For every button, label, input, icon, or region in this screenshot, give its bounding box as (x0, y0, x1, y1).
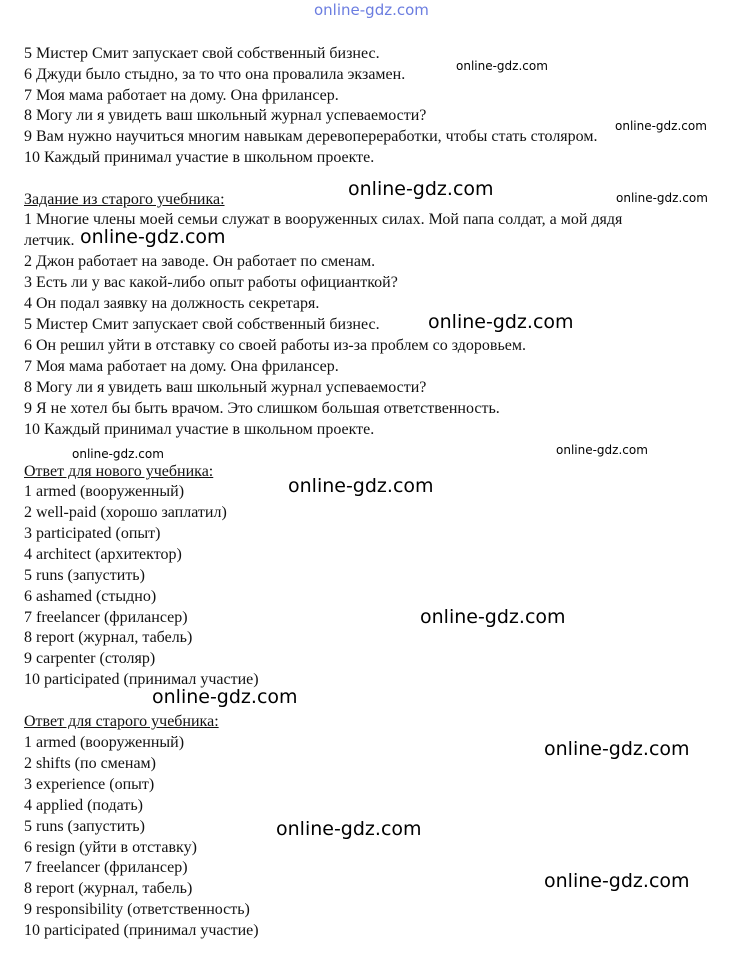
answer-line: 7 freelancer (фрилансер) (24, 859, 188, 876)
answer-line: 6 ashamed (стыдно) (24, 588, 157, 605)
text-line: 1 Многие члены моей семьи служат в вооруженных силах. Мой папа солдат, а мой дядя (24, 211, 623, 228)
watermark: online-gdz.com (348, 178, 494, 200)
answer-line: 8 report (журнал, табель) (24, 629, 193, 646)
text-line: 10 Каждый принимал участие в школьном проекте. (24, 149, 375, 166)
text-line: 7 Моя мама работает на дому. Она фрилансер. (24, 87, 339, 104)
text-line: 2 Джон работает на заводе. Он работает по сменам. (24, 253, 376, 270)
text-line: летчик. (24, 232, 75, 249)
text-line: 6 Он решил уйти в отставку со своей работы из-за проблем со здоровьем. (24, 337, 527, 354)
watermark: online-gdz.com (80, 226, 226, 248)
text-line: 5 Мистер Смит запускает свой собственный бизнес. (24, 45, 380, 62)
text-line: 4 Он подал заявку на должность секретаря. (24, 295, 320, 312)
watermark: online-gdz.com (544, 870, 690, 892)
text-line: 5 Мистер Смит запускает свой собственный бизнес. (24, 316, 380, 333)
text-line: 10 Каждый принимал участие в школьном проекте. (24, 421, 375, 438)
section-heading-new-answers: Ответ для нового учебника: (24, 463, 214, 480)
watermark: online-gdz.com (420, 606, 566, 628)
section-heading-old-answers: Ответ для старого учебника: (24, 713, 219, 730)
text-line: 9 Я не хотел бы быть врачом. Это слишком большая ответственность. (24, 400, 500, 417)
answer-line: 4 applied (подать) (24, 797, 143, 814)
answer-line: 9 responsibility (ответственность) (24, 901, 250, 918)
watermark: online-gdz.com (288, 475, 434, 497)
answer-line: 5 runs (запустить) (24, 818, 145, 835)
answer-line: 1 armed (вооруженный) (24, 734, 185, 751)
answer-line: 2 shifts (по сменам) (24, 755, 157, 772)
watermark: online-gdz.com (456, 59, 548, 73)
watermark: online-gdz.com (72, 447, 164, 461)
answer-line: 5 runs (запустить) (24, 567, 145, 584)
answer-line: 9 carpenter (столяр) (24, 650, 156, 667)
watermark: online-gdz.com (556, 443, 648, 457)
section-heading-old-task: Задание из старого учебника: (24, 191, 225, 208)
answer-line: 10 participated (принимал участие) (24, 671, 259, 688)
watermark: online-gdz.com (428, 311, 574, 333)
answer-line: 3 experience (опыт) (24, 776, 155, 793)
watermark: online-gdz.com (544, 738, 690, 760)
answer-line: 4 architect (архитектор) (24, 546, 182, 563)
watermark: online-gdz.com (616, 191, 708, 205)
watermark: online-gdz.com (152, 686, 298, 708)
text-line: 7 Моя мама работает на дому. Она фрилансер. (24, 358, 339, 375)
answer-line: 10 participated (принимал участие) (24, 922, 259, 939)
watermark: online-gdz.com (276, 818, 422, 840)
text-line: 8 Могу ли я увидеть ваш школьный журнал успеваемости? (24, 107, 427, 124)
watermark-top: online-gdz.com (314, 1, 429, 19)
text-line: 3 Есть ли у вас какой-либо опыт работы официанткой? (24, 274, 398, 291)
answer-line: 6 resign (уйти в отставку) (24, 839, 197, 856)
answer-line: 3 participated (опыт) (24, 525, 161, 542)
text-line: 9 Вам нужно научиться многим навыкам деревопереработки, чтобы стать столяром. (24, 128, 598, 145)
answer-line: 2 well-paid (хорошо заплатил) (24, 504, 227, 521)
answer-line: 8 report (журнал, табель) (24, 880, 193, 897)
answer-line: 7 freelancer (фрилансер) (24, 609, 188, 626)
answer-line: 1 armed (вооруженный) (24, 483, 185, 500)
watermark: online-gdz.com (615, 119, 707, 133)
text-line: 8 Могу ли я увидеть ваш школьный журнал успеваемости? (24, 379, 427, 396)
text-line: 6 Джуди было стыдно, за то что она провалила экзамен. (24, 66, 406, 83)
